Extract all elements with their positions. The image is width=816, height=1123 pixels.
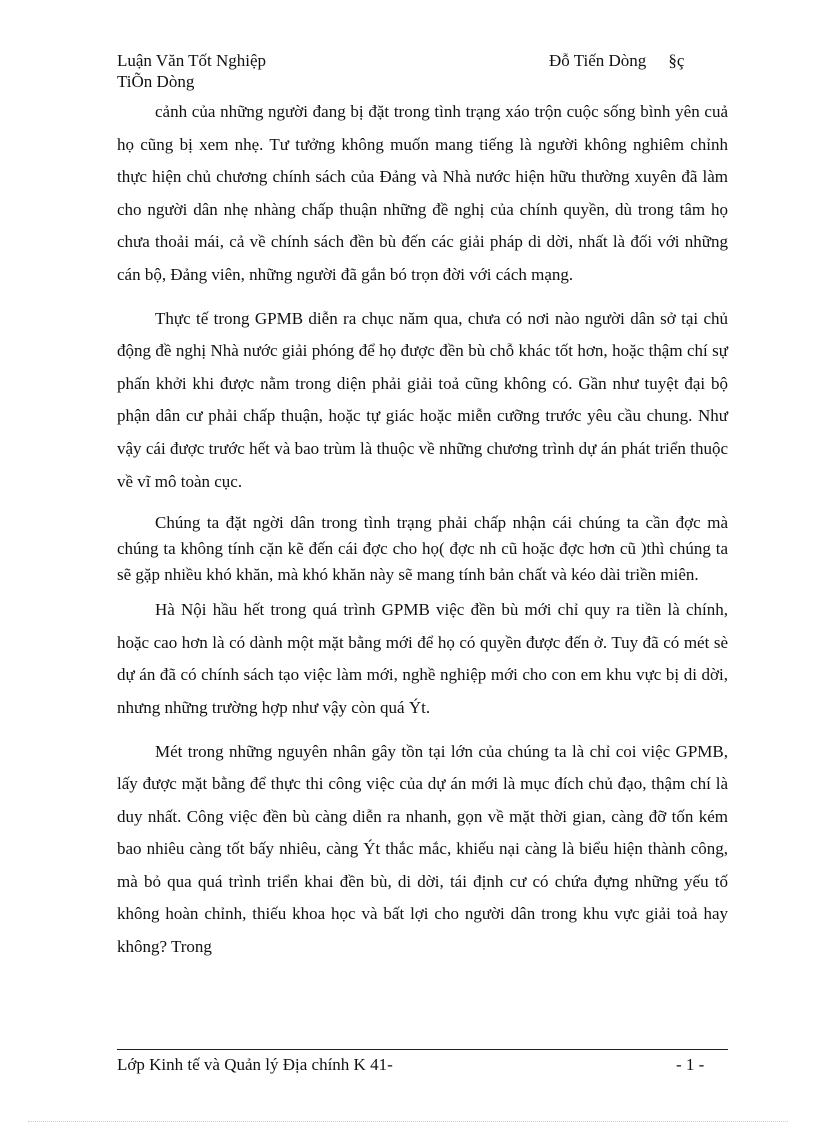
- footer-divider: [117, 1049, 728, 1050]
- header-symbol: §ç: [668, 51, 685, 70]
- footer-class-label: Lớp Kinh tế và Quản lý Địa chính K 41-: [117, 1055, 393, 1074]
- header-left: [117, 50, 266, 92]
- body-text: [117, 96, 728, 964]
- paragraph: Hà Nội hầu hết trong quá trình GPMB việc đền bù mới chỉ quy ra tiền là chính, hoặc cao hơn là có dành một mặt bằng mới để họ có quyền được đến ở. Tuy đã có mét sè dự án đã có chính sách tạo việc làm mới, nghề nghiệp mới cho con em khu vực bị di dời, nhưng những trường hợp như vậy còn quá Ýt.: [117, 600, 728, 717]
- page-edge-divider: [28, 1121, 788, 1122]
- paragraph: Thực tế trong GPMB diễn ra chục năm qua, chưa có nơi nào người dân sở tại chủ động đề nghị Nhà nước giải phóng để họ được đền bù chỗ khác tốt hơn, hoặc thậm chí sự phấn khởi khi được nằm trong diện phải giải toả cũng không có. Gần như tuyệt đại bộ phận dân cư phải chấp thuận, hoặc tự giác hoặc miễn cưỡng trước yêu cầu chung. Như vậy cái được trước hết và bao trùm là thuộc về những chương trình dự án phát triển thuộc về vĩ mô toàn cục.: [117, 308, 728, 491]
- header-right: [549, 50, 684, 71]
- page-number: - 1 -: [676, 1055, 705, 1074]
- author-name: Đỗ Tiến Dòng: [549, 51, 647, 70]
- thesis-title: Luận Văn Tốt Nghiệp: [117, 51, 267, 70]
- header-author-fragment: TiÕn Dòng: [117, 72, 195, 91]
- paragraph: Mét trong những nguyên nhân gây tồn tại lớn của chúng ta là chỉ coi việc GPMB, lấy được mặt bằng để thực thi công việc của dự án mới là mục đích chủ đạo, thậm chí là duy nhất. Công việc đền bù càng diễn ra nhanh, gọn về mặt thời gian, càng đỡ tốn kém bao nhiêu càng tốt bấy nhiêu, càng Ýt thắc mắc, khiếu nại càng là biểu hiện thành công, mà bỏ qua quá trình triển khai đền bù, di dời, tái định cư có chứa đựng những yếu tố không hoàn chỉnh, thiếu khoa học và bất lợi cho người dân trong khu vực giải toả hay không? Trong: [117, 741, 728, 957]
- paragraph: cảnh của những người đang bị đặt trong tình trạng xáo trộn cuộc sống bình yên cuả họ cũng bị xem nhẹ. Tư tưởng không muốn mang tiếng là người không nghiêm chỉnh thực hiện chủ chương chính sách của Đảng và Nhà nước hiện hữu thường xuyên đã làm cho người dân nhẹ nhàng chấp thuận những đề nghị của chính quyền, dù trong tâm họ chưa thoải mái, cả về chính sách đền bù đến các giải pháp di dời, nhất là đối với những cán bộ, Đảng viên, những người đã gắn bó trọn đời với cách mạng.: [117, 102, 728, 284]
- paragraph: Chúng ta đặt ngời dân trong tình trạng phải chấp nhận cái chúng ta cần đợc mà chúng ta không tính cặn kẽ đến cái đợc cho họ( đợc nh cũ hoặc đợc hơn cũ )thì chúng ta sẽ gặp nhiều khó khăn, mà khó khăn này sẽ mang tính bản chất và kéo dài triền miên.: [117, 513, 728, 585]
